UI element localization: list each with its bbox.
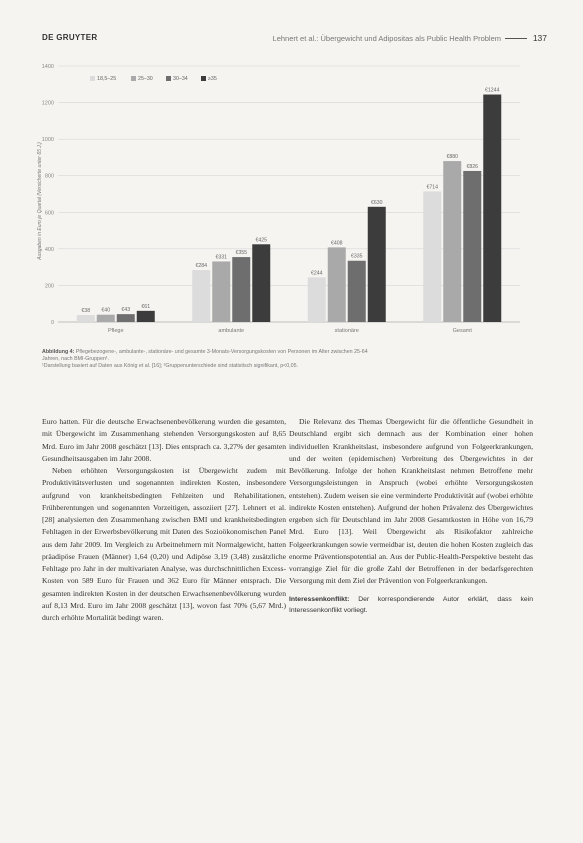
bar-data-label: €335 <box>350 253 363 260</box>
legend-swatch <box>90 76 95 81</box>
legend-swatch <box>131 76 136 81</box>
chart-y-axis-label: Ausgaben in Euro je Quartal (Versicherte unter 65 J.) <box>37 142 43 260</box>
bar-data-label: €355 <box>235 250 248 257</box>
bar-data-label: €826 <box>466 163 479 170</box>
header-rule <box>505 38 527 39</box>
bar-data-label: €1244 <box>485 87 500 94</box>
bar <box>192 270 210 322</box>
bar <box>232 257 250 322</box>
legend-entry: 25–30 <box>138 76 153 82</box>
legend-entry: ≥35 <box>208 76 217 82</box>
bar <box>252 244 270 322</box>
y-tick-label: 400 <box>44 246 54 253</box>
left-paragraph-1: Euro hatten. Für die deutsche Erwachsenenbevölkerung wurden die gesamten, mit Übergewicht im Zusammenhang stehenden Versorgungskosten auf 8,65 Mrd. Euro im Jahr 2008 geschätzt [13]. Dies entsprach ca. 3,27% der gesamten Gesundheitsausgaben im Jahr 2008. <box>42 417 286 463</box>
legend-entry: 18,5–25 <box>97 76 117 82</box>
bar <box>348 261 366 322</box>
bar <box>212 261 230 322</box>
legend-swatch <box>201 76 206 81</box>
bar-data-label: €284 <box>195 263 208 270</box>
y-tick-label: 0 <box>50 320 54 326</box>
x-category-label: Gesamt <box>452 328 472 334</box>
y-tick-label: 600 <box>44 210 54 217</box>
page-header <box>42 33 547 47</box>
bar <box>443 161 461 322</box>
y-tick-label: 800 <box>44 173 54 180</box>
bar-chart <box>30 58 550 343</box>
bar-data-label: €40 <box>101 307 111 314</box>
bar <box>77 315 95 322</box>
conflict-text: Der korrespondierende Autor erklärt, dass kein Interessenkonflikt vorliegt. <box>289 595 533 614</box>
caption-line-3: ¹Darstellung basiert auf Daten aus König et al. [16]; ²Gruppenunterschiede sind statistisch signifikant, p<0,05. <box>42 363 299 370</box>
conflict-label: Interessenkonflikt: <box>289 595 350 603</box>
bar <box>423 191 441 322</box>
bar <box>308 277 326 322</box>
figure-caption <box>42 349 547 371</box>
legend-swatch <box>166 76 171 81</box>
y-tick-label: 1000 <box>41 137 54 144</box>
conflict-of-interest <box>289 594 533 616</box>
legend-entry: 30–34 <box>173 76 188 82</box>
caption-label: Abbildung 4: <box>42 349 75 355</box>
bar-data-label: €244 <box>310 270 323 277</box>
bar <box>368 207 386 322</box>
bar-data-label: €714 <box>426 184 439 191</box>
right-paragraph-1: Die Relevanz des Themas Übergewicht für die öffentliche Gesundheit in Deutschland ergibt sich demnach aus der Kombination einer hohen individuellen Krankheitslast, insbesondere aufgrund von Folgeerkrankungen, und der weiten (epidemischen) Verbreitung des Übergewichtes in der Bevölkerung. Infolge der hohen Krankheitslast nehmen Betroffene mehr Versorgungsleistungen in Anspruch (wobei erhöhte Versorgungskosten entstehen). Zudem weisen sie eine verminderte Produktivität auf (wobei erhöhte indirekte Kosten entstehen). Aufgrund der hohen Prävalenz des Übergewichtes ergeben sich für Deutschland im Jahr 2008 Gesamtkosten in Höhe von 16,79 Mrd. Euro [13]. Weil Übergewicht als Risikofaktor zahlreiche Folgeerkrankungen sowie vermeidbar ist, deuten die hohen Kosten zugleich das enorme Präventionspotential an. Aus der Public-Health-Perspektive besteht das vorrangige Ziel für die große Zahl der Betroffenen in der bedarfsgerechten Versorgung mit dem Ziel der Prävention von Folgeerkrankungen. <box>289 417 533 586</box>
running-title: Lehnert et al.: Übergewicht und Adipositas als Public Health Problem <box>272 34 501 43</box>
x-category-label: ambulante <box>218 328 245 334</box>
bar-data-label: €61 <box>141 303 151 310</box>
bar-data-label: €408 <box>330 240 343 247</box>
x-category-label: Pflege <box>107 328 124 334</box>
bar-data-label: €38 <box>81 308 91 315</box>
left-paragraph-2: Neben erhöhten Versorgungskosten ist Übergewicht zudem mit Produktivitätsverlusten und sogenannten indirekten Kosten, insbesondere aufgrund von krankheitsbedingten Fehlzeiten und Rehabilitationen, Frühberentungen und sogenannten Vorzeitigen, assoziiert [27]. Lehnert et al. [28] analysierten den Zusammenhang zwischen BMI und krankheitsbedingten Fehltagen in der Erwerbsbevölkerung mit Daten des Sozioökonomischen Panel aus dem Jahr 2009. Im Vergleich zu Arbeitnehmern mit Normalgewicht, hatten präadipöse Frauen (Männer) 1,64 (0,20) und Adipöse 3,19 (3,48) zusätzliche Fehltage pro Jahr in der multivariaten Analyse, was durchschnittlichen Excess-Kosten von 589 Euro für Frauen und 362 Euro für Männer entsprach. Die gesamten indirekten Kosten in der deutschen Erwachsenenbevölkerung wurden auf 8,13 Mrd. Euro im Jahr 2008 geschätzt [13], wovon fast 70% (5,67 Mrd.) durch erhöhte Mortalität bedingt waren. <box>42 466 286 622</box>
bar-data-label: €630 <box>370 199 383 206</box>
x-category-label: stationäre <box>334 328 359 334</box>
y-tick-label: 1200 <box>41 100 54 107</box>
bar <box>117 314 135 322</box>
right-column <box>289 416 533 616</box>
bar <box>483 95 501 322</box>
page-number: 137 <box>532 33 547 43</box>
bar-data-label: €880 <box>446 154 459 161</box>
figure-chart <box>30 58 550 343</box>
caption-line-1: Pflegebezogene-, ambulante-, stationäre- und gesamte 3-Monats-Versorgungskosten von Personen im Alter zwischen 25-64 <box>75 349 368 355</box>
y-tick-label: 1400 <box>41 64 54 70</box>
bar-data-label: €425 <box>255 237 268 244</box>
bar-data-label: €331 <box>215 254 228 261</box>
publisher-name: DE GRUYTER <box>42 33 98 42</box>
bar <box>97 315 115 322</box>
bar-data-label: €43 <box>121 307 131 314</box>
bar <box>137 311 155 322</box>
left-column <box>42 416 286 624</box>
bar <box>328 247 346 322</box>
y-tick-label: 200 <box>44 283 54 290</box>
caption-line-2: Jahren, nach BMI-Gruppen¹. <box>42 356 110 363</box>
bar <box>463 171 481 322</box>
